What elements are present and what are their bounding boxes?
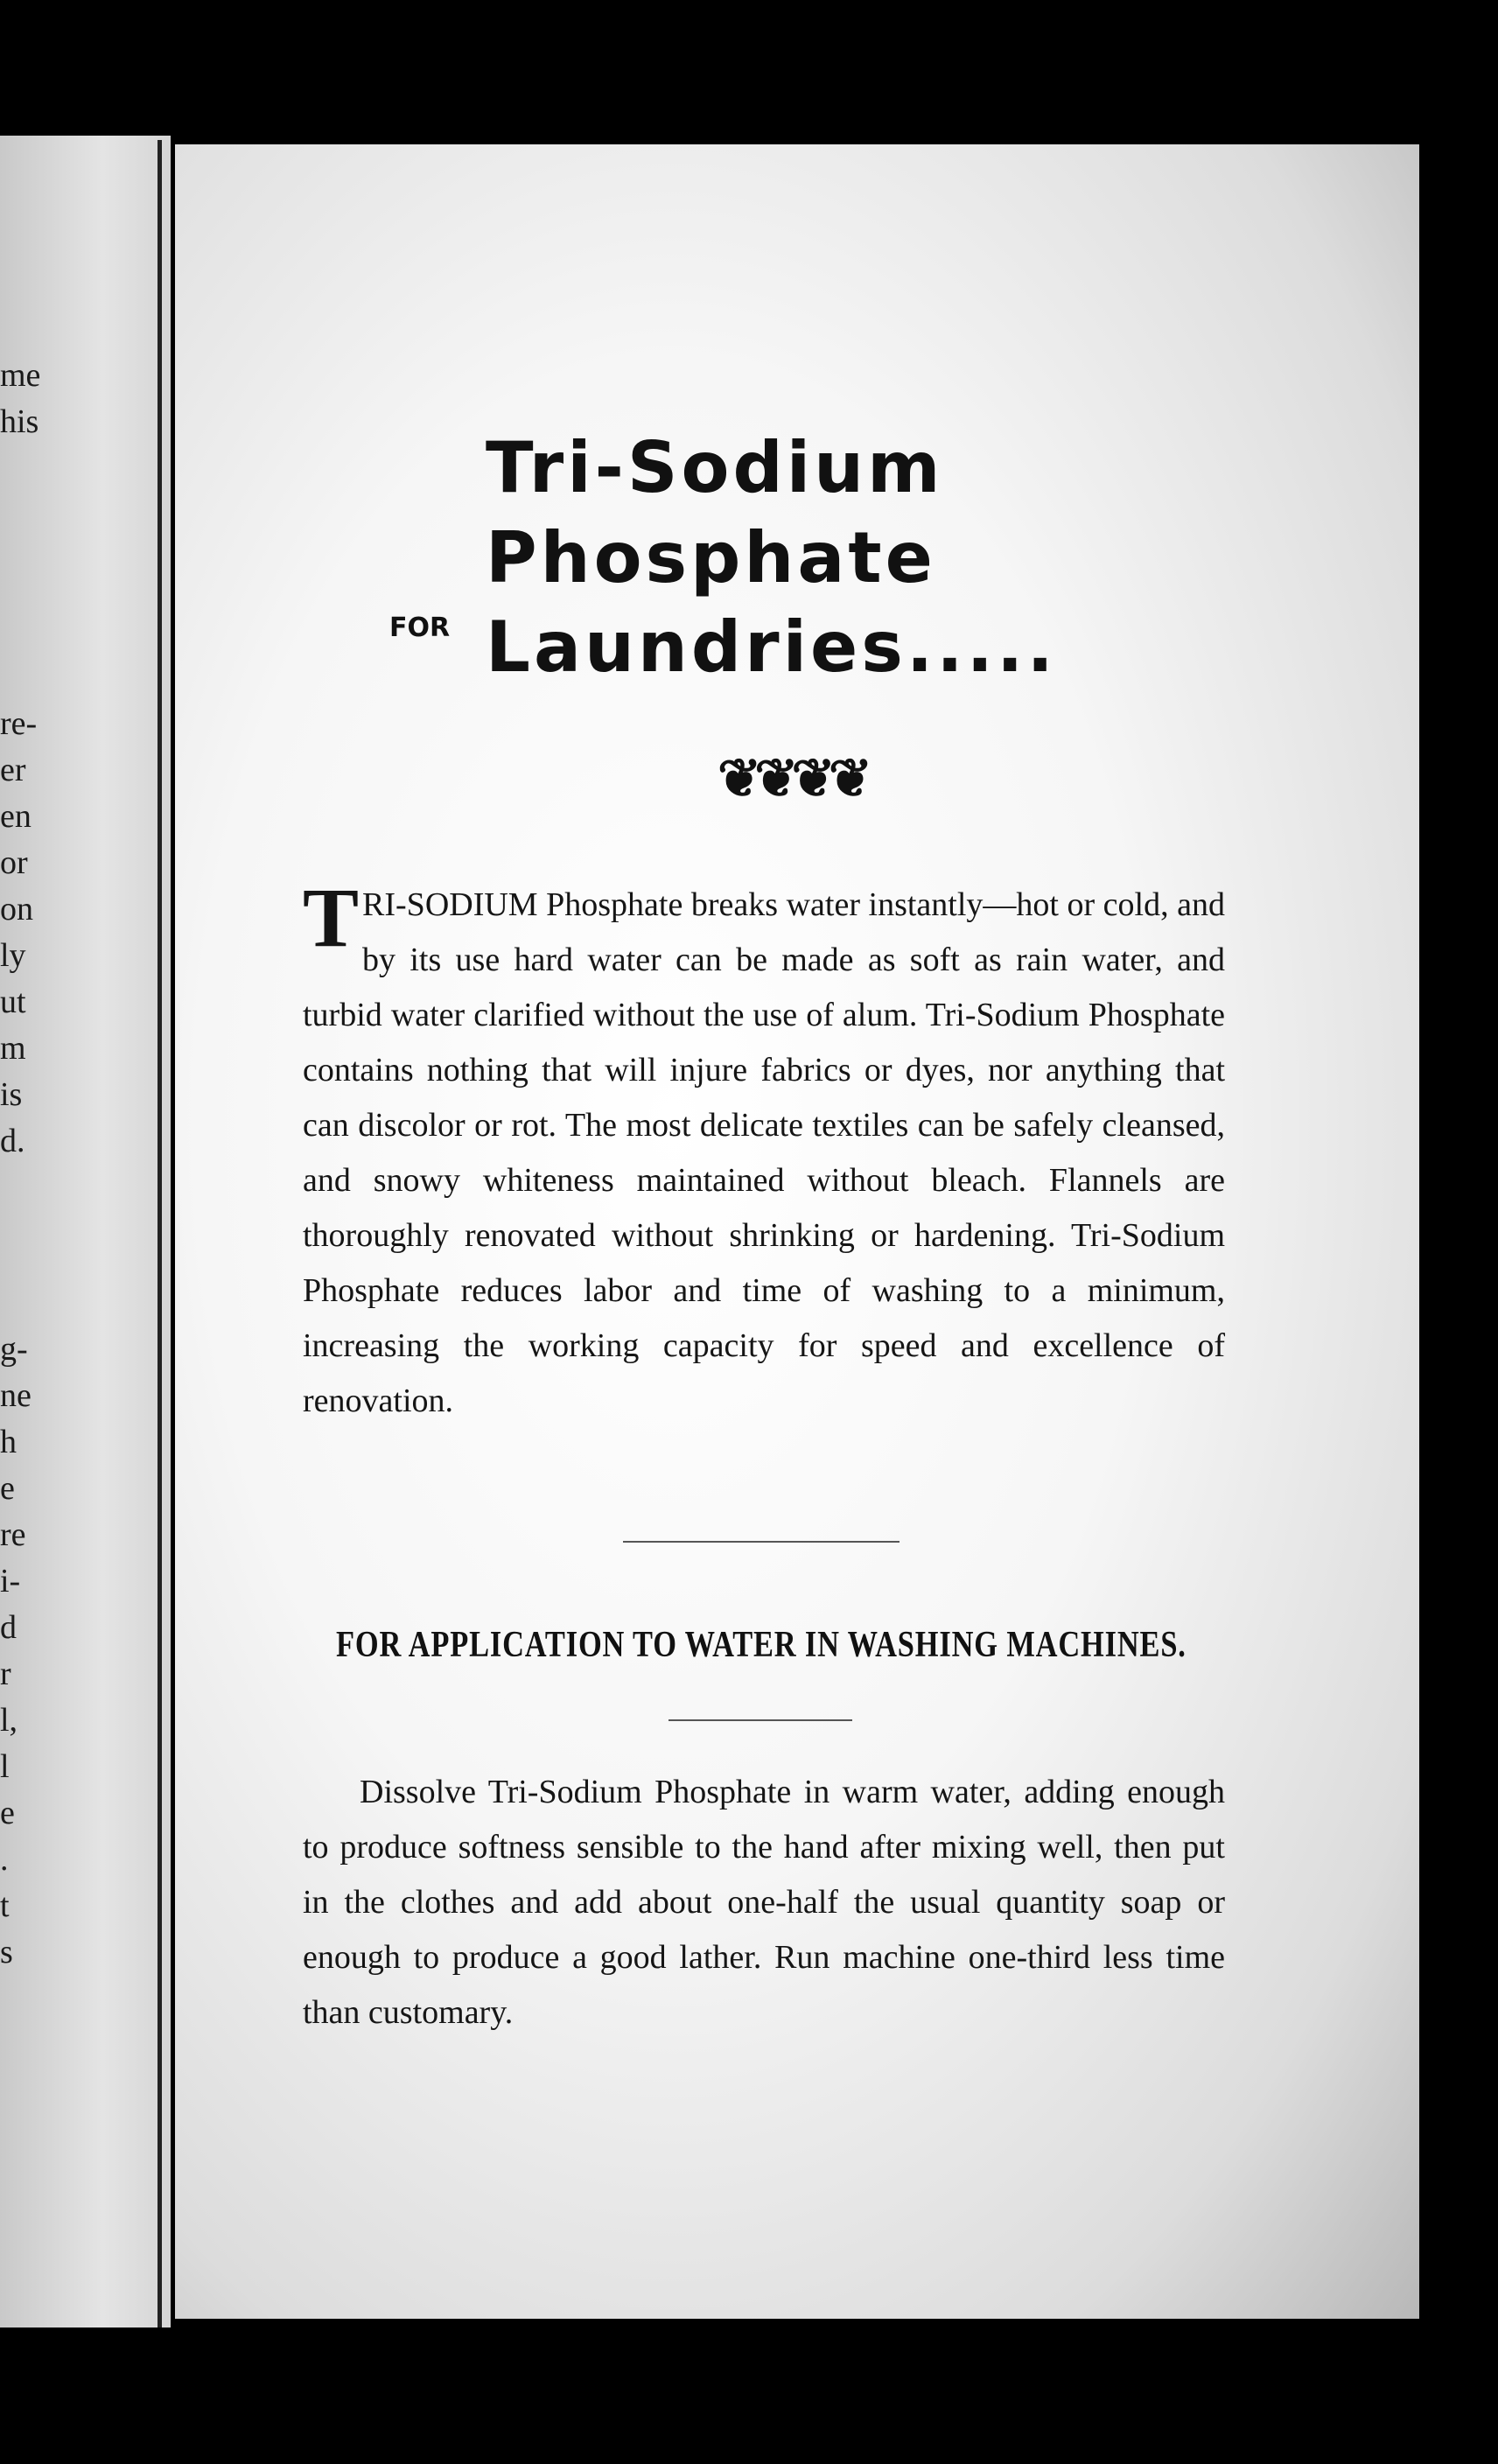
divider-rule	[668, 1719, 852, 1721]
section-heading: FOR APPLICATION TO WATER IN WASHING MACHINES.	[336, 1625, 1186, 1665]
left-fragment: l,	[0, 1702, 18, 1739]
left-fragment: is	[0, 1076, 23, 1113]
intro-text: RI-SODIUM Phosphate breaks water instantly—hot or cold, and by its use hard water can be made as soft as rain water, and turbid water clarified without the use of alum. Tri-Sodium Phosphate contains nothing that will injure fabrics or dyes, nor anything that can discolor or rot. The most delicate textiles can be safely cleansed, and snowy whiteness maintained without bleach. Flannels are thoroughly renovated without shrinking or hardening. Tri-Sodium Phosphate reduces labor and time of washing to a minimum, increasing the working capacity for speed and excellence of renovation.	[303, 886, 1225, 1419]
drop-cap: T	[303, 871, 360, 964]
left-fragment: r	[0, 1656, 11, 1692]
divider-rule	[623, 1541, 900, 1543]
left-fragment: d.	[0, 1123, 25, 1159]
left-fragment: his	[0, 403, 39, 440]
left-fragment: .	[0, 1841, 9, 1878]
left-page-edge	[0, 136, 171, 2328]
title-line-3: Laundries.....	[486, 606, 1057, 688]
left-fragment: l	[0, 1748, 10, 1785]
left-fragment: er	[0, 752, 26, 788]
left-fragment: i-	[0, 1563, 21, 1600]
instructions-paragraph: Dissolve Tri-Sodium Phosphate in warm water, adding enough to produce softness sensible to the hand after mixing well, then put in the clothes and add about one-half the usual quantity soap or enough to produce a good lather. Run machine one-third less time than customary.	[303, 1774, 1225, 2031]
left-fragment: ut	[0, 984, 26, 1020]
left-fragment: h	[0, 1424, 17, 1460]
left-fragment: on	[0, 891, 33, 928]
left-fragment: e	[0, 1795, 15, 1831]
left-fragment: g-	[0, 1331, 28, 1368]
left-fragment: d	[0, 1609, 17, 1646]
left-fragment: ly	[0, 937, 26, 974]
left-fragment: e	[0, 1470, 15, 1507]
title-for-word: FOR	[389, 612, 451, 643]
left-fragment: m	[0, 1030, 26, 1067]
title-line-1: Tri-Sodium	[486, 427, 944, 508]
left-fragment: ne	[0, 1377, 32, 1414]
left-fragment: t	[0, 1887, 10, 1924]
ornament-leaves-icon: ❦❦❦❦	[718, 750, 866, 808]
page-gutter	[158, 140, 162, 2328]
intro-paragraph	[303, 871, 1225, 1429]
left-fragment: me	[0, 357, 41, 394]
left-fragment: en	[0, 798, 32, 835]
left-fragment: re-	[0, 705, 38, 742]
title-line-2: Phosphate	[486, 517, 936, 598]
left-fragment: re	[0, 1516, 26, 1553]
left-fragment: or	[0, 844, 28, 881]
left-fragment: s	[0, 1934, 13, 1970]
